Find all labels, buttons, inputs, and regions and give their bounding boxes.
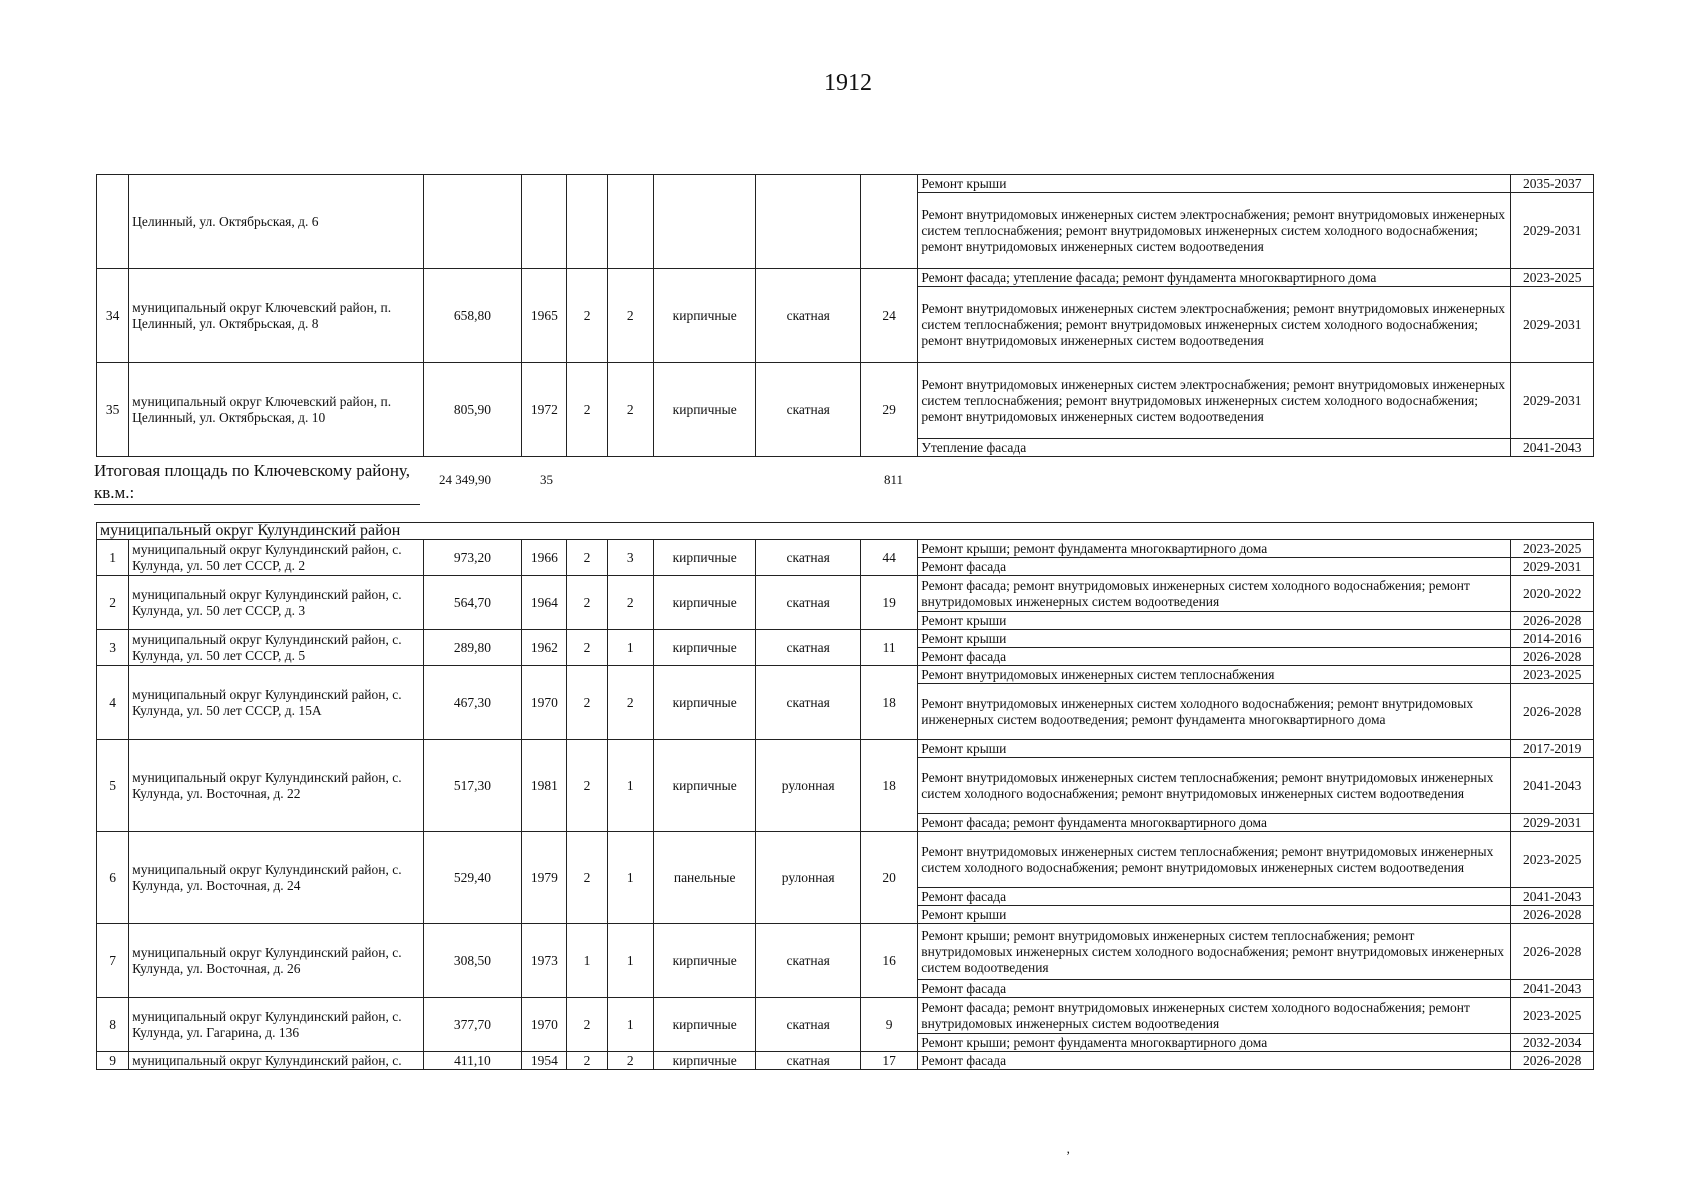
roof-type-cell: рулонная xyxy=(756,832,861,924)
work-period: 2026-2028 xyxy=(1511,648,1594,666)
floors-cell: 2 xyxy=(567,998,607,1052)
flats-cell: 9 xyxy=(860,998,917,1052)
table-row xyxy=(97,576,1594,612)
flats-cell: 44 xyxy=(860,540,917,576)
roof-type-cell: скатная xyxy=(756,666,861,740)
work-period: 2029-2031 xyxy=(1511,287,1594,363)
address-cell: муниципальный округ Кулундинский район, с. Кулунда, ул. Восточная, д. 24 xyxy=(129,832,424,924)
table-row xyxy=(97,630,1594,648)
work-period: 2023-2025 xyxy=(1511,540,1594,558)
address-cell: муниципальный округ Кулундинский район, с. Кулунда, ул. 50 лет СССР, д. 15А xyxy=(129,666,424,740)
work-description: Ремонт внутридомовых инженерных систем теплоснабжения; ремонт внутридомовых инженерных систем холодного водоснабжения; ремонт внутридомовых инженерных систем водоотведения xyxy=(918,758,1511,814)
address-cell: Целинный, ул. Октябрьская, д. 6 xyxy=(129,175,424,269)
work-period: 2023-2025 xyxy=(1511,832,1594,888)
floors-cell: 2 xyxy=(567,666,607,740)
floors-cell: 2 xyxy=(567,269,607,363)
row-number: 9 xyxy=(97,1052,129,1070)
summary-house-count: 35 xyxy=(540,472,553,487)
wall-material-cell: кирпичные xyxy=(653,998,756,1052)
floors-cell: 2 xyxy=(567,832,607,924)
work-description: Ремонт фасада; утепление фасада; ремонт фундамента многоквартирного дома xyxy=(918,269,1511,287)
wall-material-cell: кирпичные xyxy=(653,740,756,832)
area-cell: 973,20 xyxy=(423,540,522,576)
entrances-cell: 1 xyxy=(607,630,653,666)
row-number: 1 xyxy=(97,540,129,576)
work-description: Ремонт внутридомовых инженерных систем электроснабжения; ремонт внутридомовых инженерных систем теплоснабжения; ремонт внутридомовых инженерных систем холодного водоснабжения; ремонт внутридомовых инженерных систем водоотведения xyxy=(918,363,1511,439)
year-cell: 1973 xyxy=(522,924,567,998)
year-cell: 1972 xyxy=(522,363,567,457)
row-number: 4 xyxy=(97,666,129,740)
address-cell: муниципальный округ Кулундинский район, с. Кулунда, ул. 50 лет СССР, д. 2 xyxy=(129,540,424,576)
area-cell: 377,70 xyxy=(423,998,522,1052)
work-description: Ремонт крыши xyxy=(918,175,1511,193)
work-description: Ремонт внутридомовых инженерных систем электроснабжения; ремонт внутридомовых инженерных систем теплоснабжения; ремонт внутридомовых инженерных систем холодного водоснабжения; ремонт внутридомовых инженерных систем водоотведения xyxy=(918,287,1511,363)
roof-type-cell: рулонная xyxy=(756,740,861,832)
work-period: 2023-2025 xyxy=(1511,998,1594,1034)
wall-material-cell: кирпичные xyxy=(653,269,756,363)
year-cell: 1954 xyxy=(522,1052,567,1070)
row-number: 5 xyxy=(97,740,129,832)
work-period: 2032-2034 xyxy=(1511,1034,1594,1052)
entrances-cell xyxy=(607,175,653,269)
work-description: Ремонт внутридомовых инженерных систем электроснабжения; ремонт внутридомовых инженерных систем теплоснабжения; ремонт внутридомовых инженерных систем холодного водоснабжения; ремонт внутридомовых инженерных систем водоотведения xyxy=(918,193,1511,269)
address-cell: муниципальный округ Кулундинский район, с. Кулунда, ул. Восточная, д. 26 xyxy=(129,924,424,998)
work-period: 2020-2022 xyxy=(1511,576,1594,612)
area-cell xyxy=(423,175,522,269)
work-period: 2041-2043 xyxy=(1511,758,1594,814)
table-row xyxy=(97,998,1594,1034)
entrances-cell: 2 xyxy=(607,666,653,740)
entrances-cell: 1 xyxy=(607,740,653,832)
flats-cell: 18 xyxy=(860,666,917,740)
year-cell: 1965 xyxy=(522,269,567,363)
work-period: 2035-2037 xyxy=(1511,175,1594,193)
year-cell: 1970 xyxy=(522,998,567,1052)
work-period: 2026-2028 xyxy=(1511,684,1594,740)
roof-type-cell: скатная xyxy=(756,576,861,630)
work-period: 2023-2025 xyxy=(1511,666,1594,684)
row-number: 6 xyxy=(97,832,129,924)
address-cell: муниципальный округ Кулундинский район, с. Кулунда, ул. Восточная, д. 22 xyxy=(129,740,424,832)
summary-label: Итоговая площадь по Ключевскому району, кв.м.: xyxy=(94,460,420,505)
work-description: Ремонт фасада; ремонт внутридомовых инженерных систем холодного водоснабжения; ремонт внутридомовых инженерных систем водоотведения xyxy=(918,576,1511,612)
flats-cell: 17 xyxy=(860,1052,917,1070)
work-period: 2029-2031 xyxy=(1511,814,1594,832)
area-cell: 658,80 xyxy=(423,269,522,363)
area-cell: 289,80 xyxy=(423,630,522,666)
wall-material-cell: панельные xyxy=(653,832,756,924)
entrances-cell: 2 xyxy=(607,576,653,630)
area-cell: 564,70 xyxy=(423,576,522,630)
row-number: 3 xyxy=(97,630,129,666)
year-cell: 1979 xyxy=(522,832,567,924)
wall-material-cell: кирпичные xyxy=(653,1052,756,1070)
address-cell: муниципальный округ Кулундинский район, с. Кулунда, ул. 50 лет СССР, д. 3 xyxy=(129,576,424,630)
work-period: 2029-2031 xyxy=(1511,558,1594,576)
work-description: Ремонт крыши; ремонт фундамента многоквартирного дома xyxy=(918,540,1511,558)
work-period: 2026-2028 xyxy=(1511,906,1594,924)
floors-cell: 2 xyxy=(567,576,607,630)
work-description: Утепление фасада xyxy=(918,439,1511,457)
flats-cell xyxy=(861,175,918,269)
work-description: Ремонт фасада xyxy=(918,648,1511,666)
floors-cell: 1 xyxy=(567,924,607,998)
wall-material-cell: кирпичные xyxy=(653,576,756,630)
work-description: Ремонт фасада xyxy=(918,1052,1511,1070)
work-period: 2029-2031 xyxy=(1511,363,1594,439)
floors-cell: 2 xyxy=(567,630,607,666)
district-header-row xyxy=(97,523,1594,540)
entrances-cell: 2 xyxy=(607,269,653,363)
area-cell: 411,10 xyxy=(423,1052,522,1070)
wall-material-cell: кирпичные xyxy=(653,363,756,457)
roof-type-cell: скатная xyxy=(756,363,861,457)
work-description: Ремонт крыши; ремонт фундамента многоквартирного дома xyxy=(918,1034,1511,1052)
address-cell: муниципальный округ Ключевский район, п. Целинный, ул. Октябрьская, д. 8 xyxy=(129,269,424,363)
row-number: 2 xyxy=(97,576,129,630)
entrances-cell: 1 xyxy=(607,998,653,1052)
entrances-cell: 2 xyxy=(607,1052,653,1070)
row-number: 34 xyxy=(97,269,129,363)
floors-cell: 2 xyxy=(567,540,607,576)
work-description: Ремонт крыши xyxy=(918,630,1511,648)
work-period: 2023-2025 xyxy=(1511,269,1594,287)
row-number: 7 xyxy=(97,924,129,998)
area-cell: 529,40 xyxy=(423,832,522,924)
table-row xyxy=(97,832,1594,888)
work-description: Ремонт внутридомовых инженерных систем холодного водоснабжения; ремонт внутридомовых инженерных систем водоотведения; ремонт фундамента многоквартирного дома xyxy=(918,684,1511,740)
flats-cell: 16 xyxy=(860,924,917,998)
work-period: 2041-2043 xyxy=(1511,980,1594,998)
roof-type-cell: скатная xyxy=(756,998,861,1052)
area-cell: 517,30 xyxy=(423,740,522,832)
roof-type-cell: скатная xyxy=(756,1052,861,1070)
work-description: Ремонт крыши xyxy=(918,906,1511,924)
table-row xyxy=(97,363,1594,439)
work-description: Ремонт фасада; ремонт фундамента многоквартирного дома xyxy=(918,814,1511,832)
work-description: Ремонт фасада xyxy=(918,888,1511,906)
register-table-kulundinsky xyxy=(96,522,1594,1070)
roof-type-cell: скатная xyxy=(756,630,861,666)
entrances-cell: 1 xyxy=(607,924,653,998)
register-table-klyuchevsky xyxy=(96,174,1594,457)
year-cell xyxy=(522,175,567,269)
work-period: 2029-2031 xyxy=(1511,193,1594,269)
flats-cell: 20 xyxy=(860,832,917,924)
table-row xyxy=(97,269,1594,287)
year-cell: 1962 xyxy=(522,630,567,666)
work-description: Ремонт фасада xyxy=(918,980,1511,998)
roof-type-cell xyxy=(756,175,861,269)
page-number: 1912 xyxy=(824,70,872,96)
address-cell: муниципальный округ Кулундинский район, с. Кулунда, ул. 50 лет СССР, д. 5 xyxy=(129,630,424,666)
year-cell: 1981 xyxy=(522,740,567,832)
roof-type-cell: скатная xyxy=(756,540,861,576)
wall-material-cell: кирпичные xyxy=(653,924,756,998)
work-period: 2026-2028 xyxy=(1511,1052,1594,1070)
floors-cell: 2 xyxy=(567,363,607,457)
year-cell: 1966 xyxy=(522,540,567,576)
area-cell: 308,50 xyxy=(423,924,522,998)
flats-cell: 11 xyxy=(860,630,917,666)
table-row xyxy=(97,1052,1594,1070)
floors-cell xyxy=(567,175,607,269)
table-row xyxy=(97,666,1594,684)
floors-cell: 2 xyxy=(567,740,607,832)
district-summary xyxy=(94,460,1594,504)
wall-material-cell xyxy=(653,175,756,269)
table-row xyxy=(97,740,1594,758)
row-number xyxy=(97,175,129,269)
work-description: Ремонт внутридомовых инженерных систем теплоснабжения xyxy=(918,666,1511,684)
entrances-cell: 1 xyxy=(607,832,653,924)
floors-cell: 2 xyxy=(567,1052,607,1070)
stray-mark: ʼ xyxy=(1066,1148,1071,1163)
work-description: Ремонт крыши xyxy=(918,612,1511,630)
flats-cell: 18 xyxy=(860,740,917,832)
area-cell: 805,90 xyxy=(423,363,522,457)
work-description: Ремонт внутридомовых инженерных систем теплоснабжения; ремонт внутридомовых инженерных систем холодного водоснабжения; ремонт внутридомовых инженерных систем водоотведения xyxy=(918,832,1511,888)
work-period: 2041-2043 xyxy=(1511,439,1594,457)
entrances-cell: 3 xyxy=(607,540,653,576)
table-row xyxy=(97,540,1594,558)
wall-material-cell: кирпичные xyxy=(653,630,756,666)
work-period: 2026-2028 xyxy=(1511,612,1594,630)
table-row xyxy=(97,924,1594,980)
flats-cell: 24 xyxy=(861,269,918,363)
table-row xyxy=(97,175,1594,193)
work-description: Ремонт крыши xyxy=(918,740,1511,758)
wall-material-cell: кирпичные xyxy=(653,666,756,740)
work-description: Ремонт фасада xyxy=(918,558,1511,576)
work-period: 2014-2016 xyxy=(1511,630,1594,648)
district-title: муниципальный округ Кулундинский район xyxy=(97,523,1594,540)
flats-cell: 19 xyxy=(860,576,917,630)
summary-total-area: 24 349,90 xyxy=(439,472,491,487)
year-cell: 1964 xyxy=(522,576,567,630)
wall-material-cell: кирпичные xyxy=(653,540,756,576)
roof-type-cell: скатная xyxy=(756,269,861,363)
row-number: 35 xyxy=(97,363,129,457)
entrances-cell: 2 xyxy=(607,363,653,457)
work-period: 2041-2043 xyxy=(1511,888,1594,906)
address-cell: муниципальный округ Кулундинский район, с. xyxy=(129,1052,424,1070)
flats-cell: 29 xyxy=(861,363,918,457)
work-description: Ремонт крыши; ремонт внутридомовых инженерных систем теплоснабжения; ремонт внутридомовых инженерных систем холодного водоснабжения; ремонт внутридомовых инженерных систем водоотведения xyxy=(918,924,1511,980)
area-cell: 467,30 xyxy=(423,666,522,740)
roof-type-cell: скатная xyxy=(756,924,861,998)
row-number: 8 xyxy=(97,998,129,1052)
summary-flat-count: 811 xyxy=(884,472,904,487)
address-cell: муниципальный округ Ключевский район, п. Целинный, ул. Октябрьская, д. 10 xyxy=(129,363,424,457)
work-period: 2017-2019 xyxy=(1511,740,1594,758)
year-cell: 1970 xyxy=(522,666,567,740)
address-cell: муниципальный округ Кулундинский район, с. Кулунда, ул. Гагарина, д. 136 xyxy=(129,998,424,1052)
work-description: Ремонт фасада; ремонт внутридомовых инженерных систем холодного водоснабжения; ремонт внутридомовых инженерных систем водоотведения xyxy=(918,998,1511,1034)
work-period: 2026-2028 xyxy=(1511,924,1594,980)
